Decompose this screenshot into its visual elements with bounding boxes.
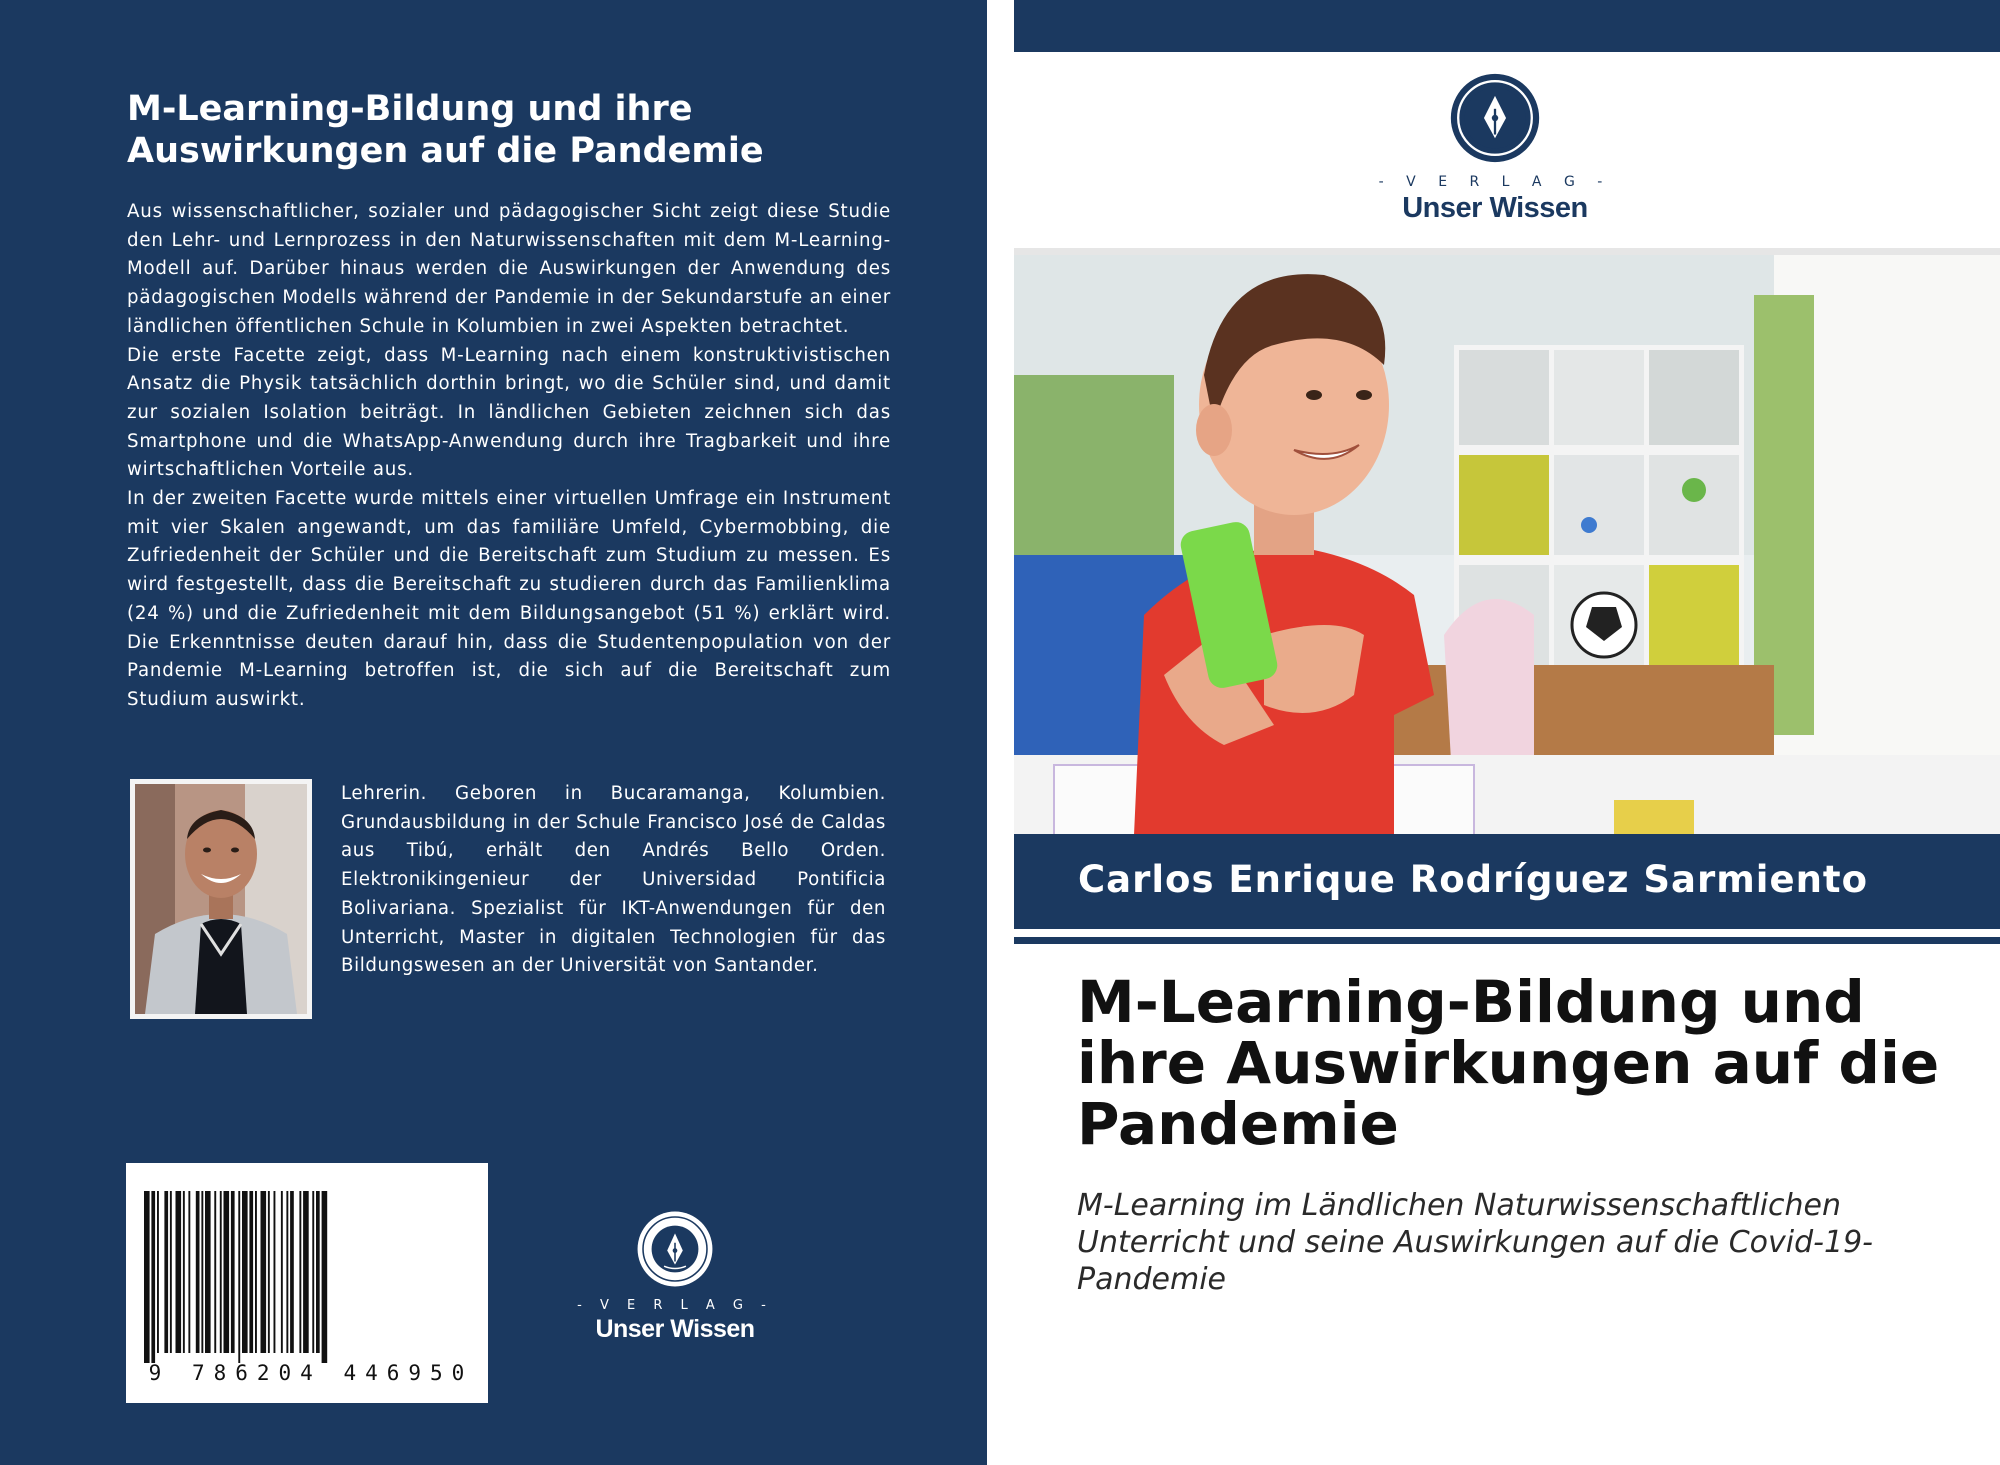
- barcode-bar: [312, 1191, 314, 1353]
- barcode-bar: [220, 1191, 222, 1353]
- back-cover-abstract: [127, 198, 891, 715]
- barcode-bar: [205, 1191, 211, 1353]
- barcode-bar: [290, 1191, 294, 1353]
- barcode-bar: [322, 1191, 328, 1363]
- barcode-bar: [201, 1191, 203, 1353]
- barcode-bar: [144, 1191, 150, 1363]
- abstract-paragraph-3: In der zweiten Facette wurde mittels einer virtuellen Umfrage ein Instrument mit vier Skalen angewandt, um das familiäre Umfeld, Cybermobbing, die Zufriedenheit der Schüler und die Bereitschaft zum Studium zu messen. Es wird festgestellt, dass die Bereitschaft zu studieren durch das Familienklima (24 %) und die Zufriedenheit mit dem Bildungsangebot (51 %) erklärt wird. Die Erkenntnisse deuten darauf hin, dass die Studentenpopulation von der Pandemie M-Learning betroffen ist, die sich auf die Bereitschaft zum Studium auswirkt.: [127, 488, 891, 710]
- author-photo: [130, 779, 312, 1019]
- back-cover: [0, 0, 987, 1465]
- publisher-name: Unser Wissen: [1402, 192, 1588, 224]
- divider: [1014, 937, 2000, 944]
- barcode-bar: [299, 1191, 301, 1353]
- barcode-bar: [242, 1191, 248, 1353]
- barcode-bar: [224, 1191, 230, 1353]
- barcode-bar: [214, 1191, 216, 1353]
- back-publisher-logo: [575, 1210, 775, 1350]
- divider: [1014, 248, 2000, 255]
- barcode-bar: [303, 1191, 309, 1353]
- front-author-name: Carlos Enrique Rodríguez Sarmiento: [1078, 858, 1869, 901]
- barcode-bar: [170, 1191, 172, 1353]
- barcode-bar: [255, 1191, 257, 1353]
- barcode-bar: [231, 1191, 235, 1353]
- publisher-name: Unser Wissen: [595, 1315, 755, 1343]
- barcode-bar: [196, 1191, 200, 1353]
- barcode-bar: [249, 1191, 253, 1353]
- fountain-pen-nib-icon: [1449, 72, 1541, 164]
- publisher-verlag-label: - V E R L A G -: [1378, 174, 1612, 190]
- barcode-bar: [316, 1191, 320, 1353]
- barcode-bar: [281, 1191, 283, 1353]
- barcode-bar: [183, 1191, 185, 1353]
- back-cover-title: M-Learning-Bildung und ihre Auswirkungen auf die Pandemie: [127, 89, 764, 171]
- abstract-paragraph-2: Die erste Facette zeigt, dass M-Learning nach einem konstruktivistischen Ansatz die Physik tatsächlich dorthin bringt, wo die Schüler sind, und damit zur sozialen Isolation beiträgt. In ländlichen Gebieten zeichnen sich das Smartphone und die WhatsApp-Anwendung durch ihre Tragbarkeit und ihre wirtschaftlichen Vorteile aus.: [127, 344, 891, 481]
- barcode-bar: [268, 1191, 270, 1353]
- publisher-verlag-label: - V E R L A G -: [577, 1298, 773, 1313]
- barcode-bar: [164, 1191, 168, 1353]
- isbn-number: 9 786204 446950: [148, 1361, 474, 1385]
- barcode-bar: [286, 1191, 288, 1353]
- barcode-bar: [157, 1191, 159, 1353]
- barcode-bar: [261, 1191, 267, 1353]
- barcode-bar: [151, 1191, 155, 1363]
- front-top-bar: [1014, 0, 2000, 52]
- barcode-bar: [238, 1191, 240, 1363]
- author-bio: Lehrerin. Geboren in Bucaramanga, Kolumbien. Grundausbildung in der Schule Francisco José de Caldas aus Tibú, erhält den Andrés Bello Orden. Elektronikingenieur der Universidad Pontificia Bolivariana. Spezialist für IKT-Anwendungen für den Unterricht, Master in digitalen Technologien für das Bildungswesen an der Universität von Santander.: [341, 783, 886, 977]
- barcode-bar: [176, 1191, 182, 1353]
- barcode-icon: [126, 1163, 488, 1363]
- isbn-barcode: [126, 1163, 488, 1403]
- front-publisher-logo: [1370, 72, 1620, 222]
- fountain-pen-nib-icon: [636, 1210, 714, 1288]
- abstract-paragraph-1: Aus wissenschaftlicher, sozialer und pädagogischer Sicht zeigt diese Studie den Lehr- und Lernprozess in den Naturwissenschaften mit dem M-Learning-Modell auf. Darüber hinaus werden die Auswirkungen der Anwendung des pädagogischen Modells während der Pandemie in der Sekundarstufe an einer ländlichen öffentlichen Schule in Kolumbien in zwei Aspekten betrachtet.: [127, 201, 891, 337]
- front-cover-title: M-Learning-Bildung und ihre Auswirkungen auf die Pandemie: [1077, 968, 1940, 1158]
- barcode-bar: [274, 1191, 276, 1353]
- front-cover-subtitle: M-Learning im Ländlichen Naturwissenschaftlichen Unterricht und seine Auswirkungen auf die Covid-19-Pandemie: [1077, 1188, 1873, 1297]
- cover-photo: [1014, 255, 2000, 835]
- author-band: [1014, 834, 2000, 929]
- barcode-bar: [188, 1191, 190, 1353]
